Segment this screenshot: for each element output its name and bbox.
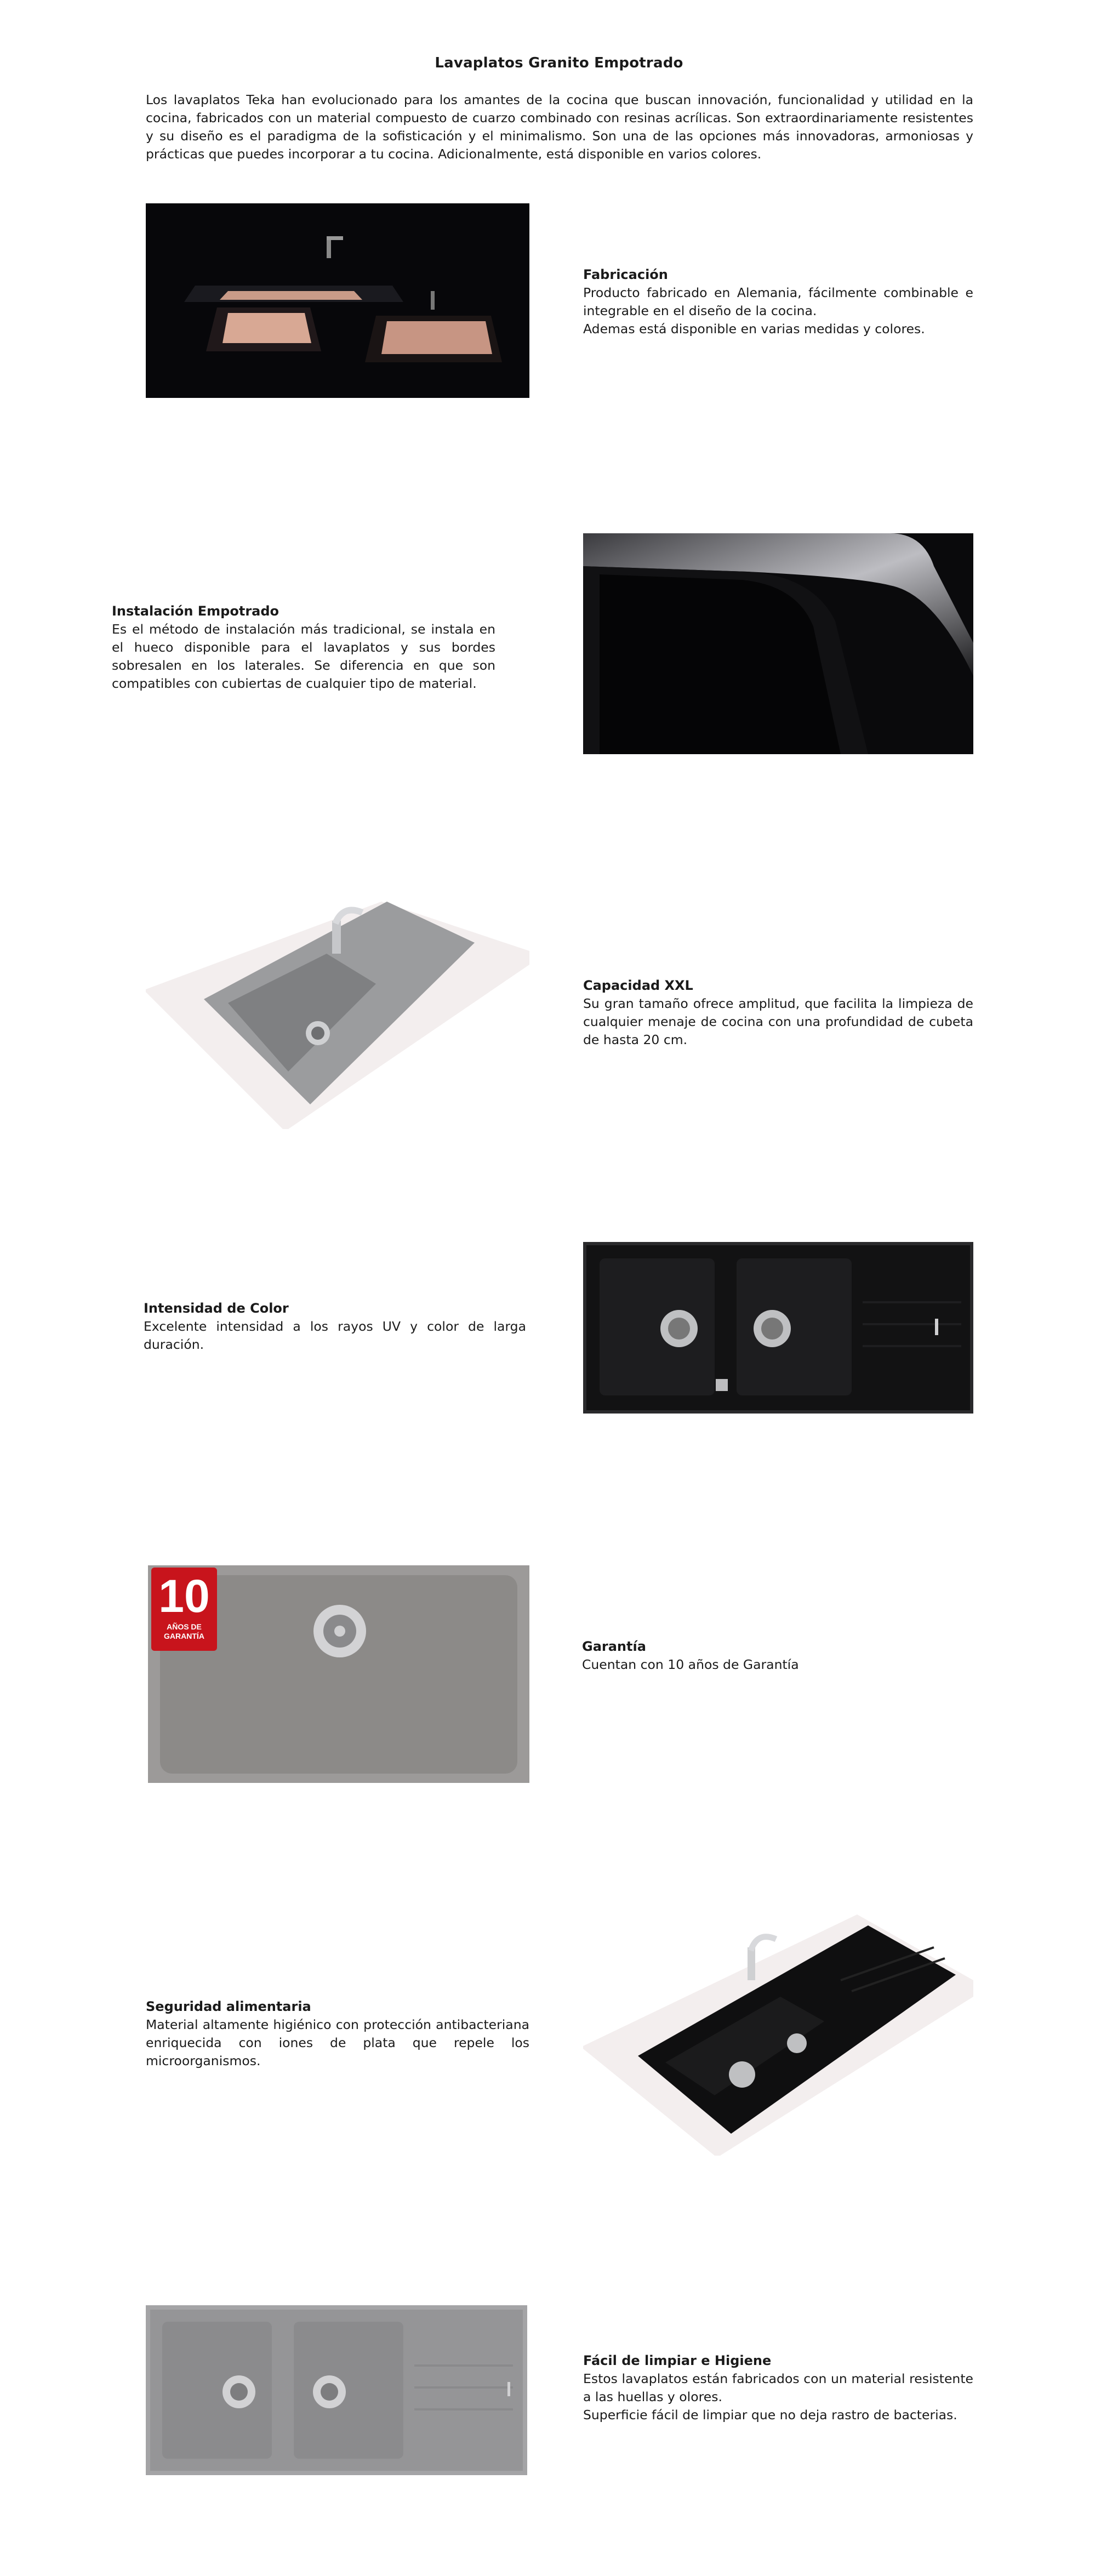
badge-line: AÑOS DE	[167, 1622, 202, 1631]
intro-paragraph: Los lavaplatos Teka han evolucionado para los amantes de la cocina que buscan innovación, funcionalidad y utilidad en la cocina, fabricados con un material compuesto de cuarzo combinado con resinas acrílicas. Son extraordinariamente resistentes y su diseño es el paradigma de la sofisticación y el minimalismo. Son una de las opciones más innovadoras, armoniosas y prácticas que puedes incorporar a tu cocina. Adicionalmente, está disponible en varios colores.	[146, 92, 973, 162]
page-title: Lavaplatos Granito Empotrado	[435, 55, 683, 71]
feature-text: Estos lavaplatos están fabricados con un material resistente a las huellas y olores.	[583, 2371, 973, 2404]
black-double-sink-image	[583, 1242, 973, 1414]
grey-sink-image	[146, 891, 529, 1129]
feature-text: Material altamente higiénico con protección antibacteriana enriquecida con iones de plata que repele los microorganismos.	[146, 2017, 529, 2068]
feature-heading: Seguridad alimentaria	[146, 1999, 311, 2014]
feature-heading: Instalación Empotrado	[112, 603, 280, 619]
feature-text: Producto fabricado en Alemania, fácilmente combinable e integrable en el diseño de la cocina.	[583, 285, 973, 318]
copper-sinks-image	[146, 203, 529, 398]
feature-text: Excelente intensidad a los rayos UV y color de larga duración.	[144, 1319, 526, 1352]
warranty-badge	[151, 1568, 217, 1651]
feature-heading: Fácil de limpiar e Higiene	[583, 2353, 772, 2368]
feature-heading: Intensidad de Color	[144, 1301, 289, 1316]
grey-single-sink-image	[148, 1565, 529, 1783]
feature-text: Ademas está disponible en varias medidas y colores.	[583, 321, 925, 337]
feature-text: Es el método de instalación más tradicional, se instala en el hueco disponible para el lavaplatos y sus bordes sobresalen en los laterales. Se diferencia en que son compatibles con cubiertas de cualquier tipo de material.	[112, 622, 495, 691]
feature-heading: Garantía	[582, 1639, 646, 1654]
feature-text: Superficie fácil de limpiar que no deja rastro de bacterias.	[583, 2407, 957, 2423]
badge-line: GARANTÍA	[164, 1632, 204, 1640]
sink-edge-closeup-image	[583, 533, 973, 754]
feature-text: Su gran tamaño ofrece amplitud, que facilita la limpieza de cualquier menaje de cocina con una profundidad de cubeta de hasta 20 cm.	[583, 996, 973, 1047]
badge-number: 10	[158, 1570, 210, 1622]
grey-double-sink-image	[146, 2305, 527, 2475]
black-sink-drainer-image	[583, 1914, 973, 2156]
feature-heading: Fabricación	[583, 267, 668, 282]
feature-heading: Capacidad XXL	[583, 978, 693, 993]
feature-text: Cuentan con 10 años de Garantía	[582, 1657, 799, 1672]
